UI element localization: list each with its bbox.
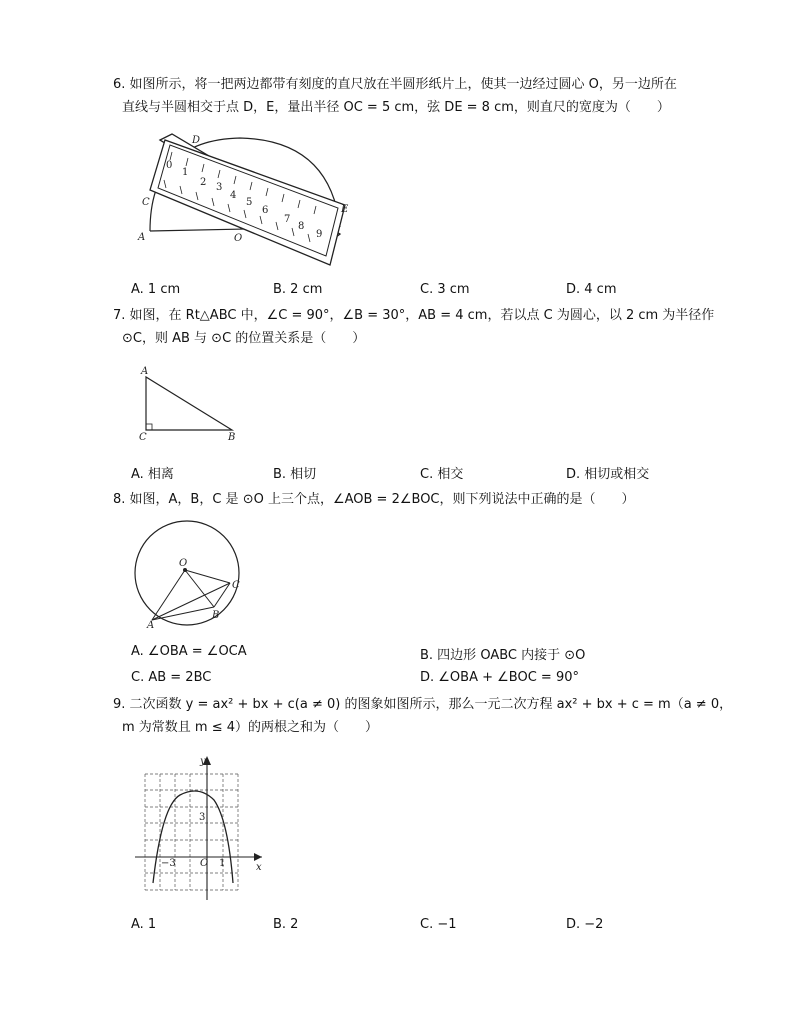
- q7-figure: [138, 365, 248, 445]
- label-A: A: [138, 232, 146, 243]
- ruler-tick-0: 0: [166, 160, 173, 171]
- ruler-tick-8: 8: [298, 221, 305, 232]
- ruler-tick-3: 3: [216, 182, 223, 193]
- q7-option-b[interactable]: B. 相切: [273, 467, 317, 482]
- q8-label-B: B: [212, 610, 220, 621]
- q6-text-line-1: 6. 如图所示，将一把两边都带有刻度的直尺放在半圆形纸片上，使其一边经过圆心 O，另一边所在: [113, 77, 677, 92]
- q7-label-A: A: [141, 366, 149, 377]
- q6-option-c[interactable]: C. 3 cm: [420, 282, 470, 297]
- ruler-tick-7: 7: [284, 214, 291, 225]
- q9-label-3: 3: [199, 812, 206, 823]
- q8-option-d[interactable]: D. ∠OBA + ∠BOC = 90°: [420, 670, 579, 685]
- q9-option-b[interactable]: B. 2: [273, 917, 299, 932]
- ruler-tick-9: 9: [316, 229, 323, 240]
- q6-option-a[interactable]: A. 1 cm: [131, 282, 181, 297]
- q9-label-1: 1: [219, 858, 226, 869]
- q8-option-b[interactable]: B. 四边形 OABC 内接于 ⊙O: [420, 648, 586, 663]
- q8-option-c[interactable]: C. AB = 2BC: [131, 670, 212, 685]
- q8-option-a[interactable]: A. ∠OBA = ∠OCA: [131, 644, 247, 659]
- q9-label-neg3: −3: [161, 858, 176, 869]
- ruler-tick-2: 2: [200, 177, 207, 188]
- label-D: D: [192, 135, 201, 146]
- q9-text-line-1: 9. 二次函数 y = ax² + bx + c(a ≠ 0) 的图象如图所示，那么一元二次方程 ax² + bx + c = m（a ≠ 0，: [113, 697, 733, 712]
- q9-label-O: O: [200, 858, 209, 869]
- q7-option-a[interactable]: A. 相离: [131, 467, 174, 482]
- q8-label-O: O: [179, 558, 188, 569]
- q6-option-b[interactable]: B. 2 cm: [273, 282, 323, 297]
- q8-label-C: C: [232, 580, 240, 591]
- ruler-tick-4: 4: [230, 190, 237, 201]
- q7-label-C: C: [139, 432, 147, 443]
- q7-option-d[interactable]: D. 相切或相交: [566, 467, 650, 482]
- q9-option-a[interactable]: A. 1: [131, 917, 157, 932]
- label-O: O: [234, 233, 243, 244]
- q9-label-y: y: [200, 756, 206, 767]
- ruler-tick-1: 1: [182, 167, 189, 178]
- q9-label-x: x: [256, 862, 262, 873]
- q8-text-line-1: 8. 如图，A，B，C 是 ⊙O 上三个点，∠AOB = 2∠BOC，则下列说法中正确的是（ ）: [113, 492, 635, 507]
- q7-label-B: B: [228, 432, 236, 443]
- q8-figure: [130, 518, 250, 633]
- q6-text-line-2: 直线与半圆相交于点 D，E，量出半径 OC = 5 cm，弦 DE = 8 cm，则直尺的宽度为（ ）: [122, 100, 670, 115]
- q9-option-d[interactable]: D. −2: [566, 917, 604, 932]
- ruler-tick-6: 6: [262, 205, 269, 216]
- q9-text-line-2: m 为常数且 m ≤ 4）的两根之和为（ ）: [122, 720, 379, 735]
- q7-option-c[interactable]: C. 相交: [420, 467, 464, 482]
- q9-figure: [130, 752, 270, 902]
- q7-text-line-2: ⊙C，则 AB 与 ⊙C 的位置关系是（ ）: [122, 331, 366, 346]
- label-C: C: [142, 197, 150, 208]
- label-E: E: [341, 204, 349, 215]
- q7-text-line-1: 7. 如图，在 Rt△ABC 中，∠C = 90°，∠B = 30°，AB = 4 cm，若以点 C 为圆心，以 2 cm 为半径作: [113, 308, 715, 323]
- q9-option-c[interactable]: C. −1: [420, 917, 457, 932]
- ruler-tick-5: 5: [246, 197, 253, 208]
- q6-figure: [135, 130, 355, 270]
- q6-option-d[interactable]: D. 4 cm: [566, 282, 617, 297]
- q8-label-A: A: [147, 620, 155, 631]
